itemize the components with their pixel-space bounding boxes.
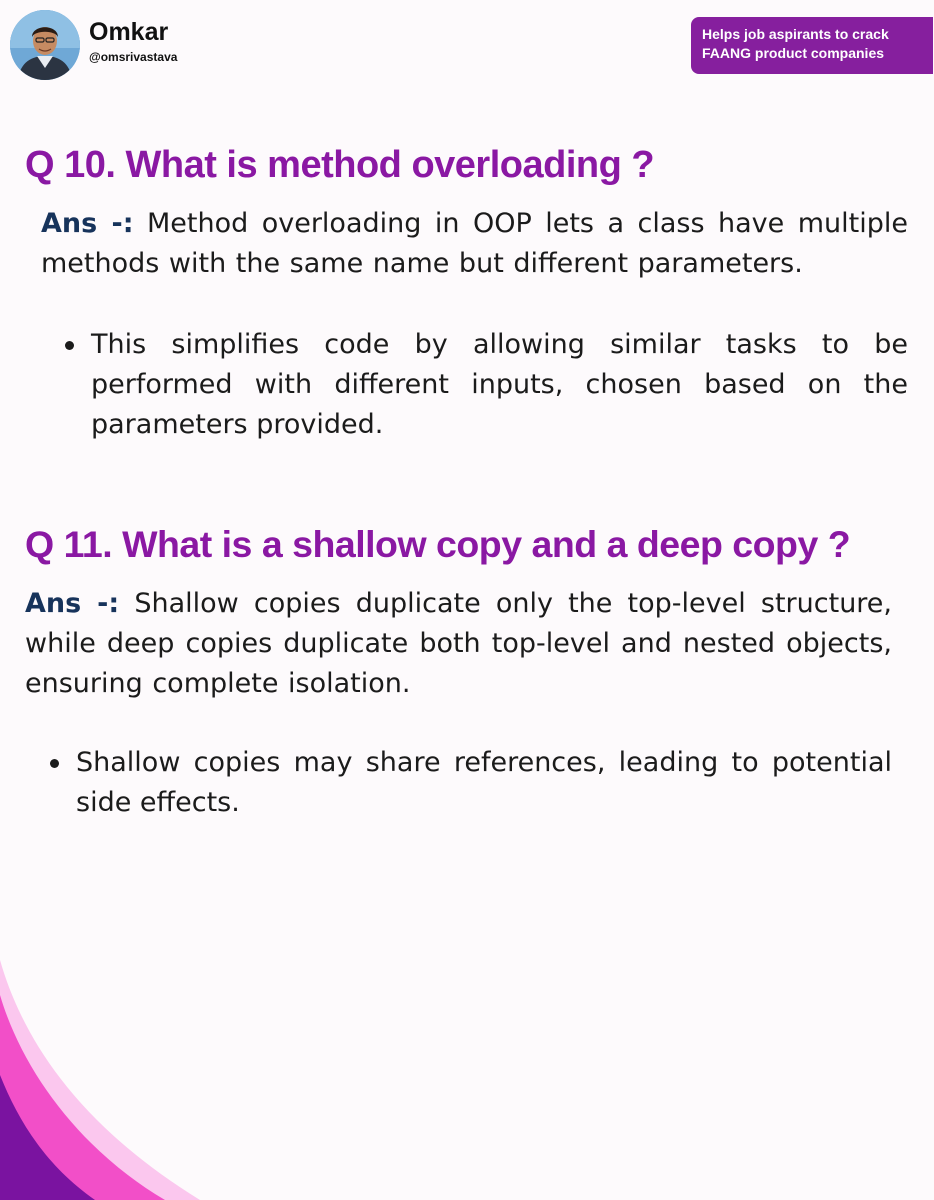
tagline-badge bbox=[691, 17, 933, 74]
bullet-text: This simplifies code by allowing similar tasks to be performed with different inputs, chosen based on the parameters provided. bbox=[91, 329, 908, 440]
bullet-item bbox=[76, 743, 892, 823]
question-10-bullets bbox=[91, 325, 908, 445]
question-10-answer bbox=[41, 204, 908, 284]
question-11-answer bbox=[25, 584, 892, 704]
answer-label: Ans -: bbox=[25, 588, 120, 619]
bullet-dot-icon bbox=[50, 759, 59, 768]
author-handle: @omsrivastava bbox=[89, 50, 178, 64]
tagline-line-2: FAANG product companies bbox=[702, 45, 885, 61]
post-header bbox=[0, 0, 934, 90]
avatar[interactable] bbox=[10, 10, 80, 80]
tagline-line-1: Helps job aspirants to crack bbox=[702, 26, 889, 42]
answer-text: Shallow copies duplicate only the top-level structure, while deep copies duplicate both top-level and nested objects, ensuring complete isolation. bbox=[25, 588, 893, 699]
question-11-bullets bbox=[76, 743, 892, 823]
corner-wave-decoration bbox=[0, 960, 260, 1200]
answer-label: Ans -: bbox=[41, 208, 134, 239]
question-10-title: Q 10. What is method overloading ? bbox=[25, 144, 655, 186]
author-name: Omkar bbox=[89, 18, 169, 46]
bullet-dot-icon bbox=[65, 341, 74, 350]
bullet-item bbox=[91, 325, 908, 445]
question-11-title: Q 11. What is a shallow copy and a deep copy ? bbox=[25, 523, 851, 565]
avatar-photo bbox=[10, 10, 80, 80]
bullet-text: Shallow copies may share references, leading to potential side effects. bbox=[76, 747, 892, 818]
answer-text: Method overloading in OOP lets a class have multiple methods with the same name but different parameters. bbox=[41, 208, 908, 279]
